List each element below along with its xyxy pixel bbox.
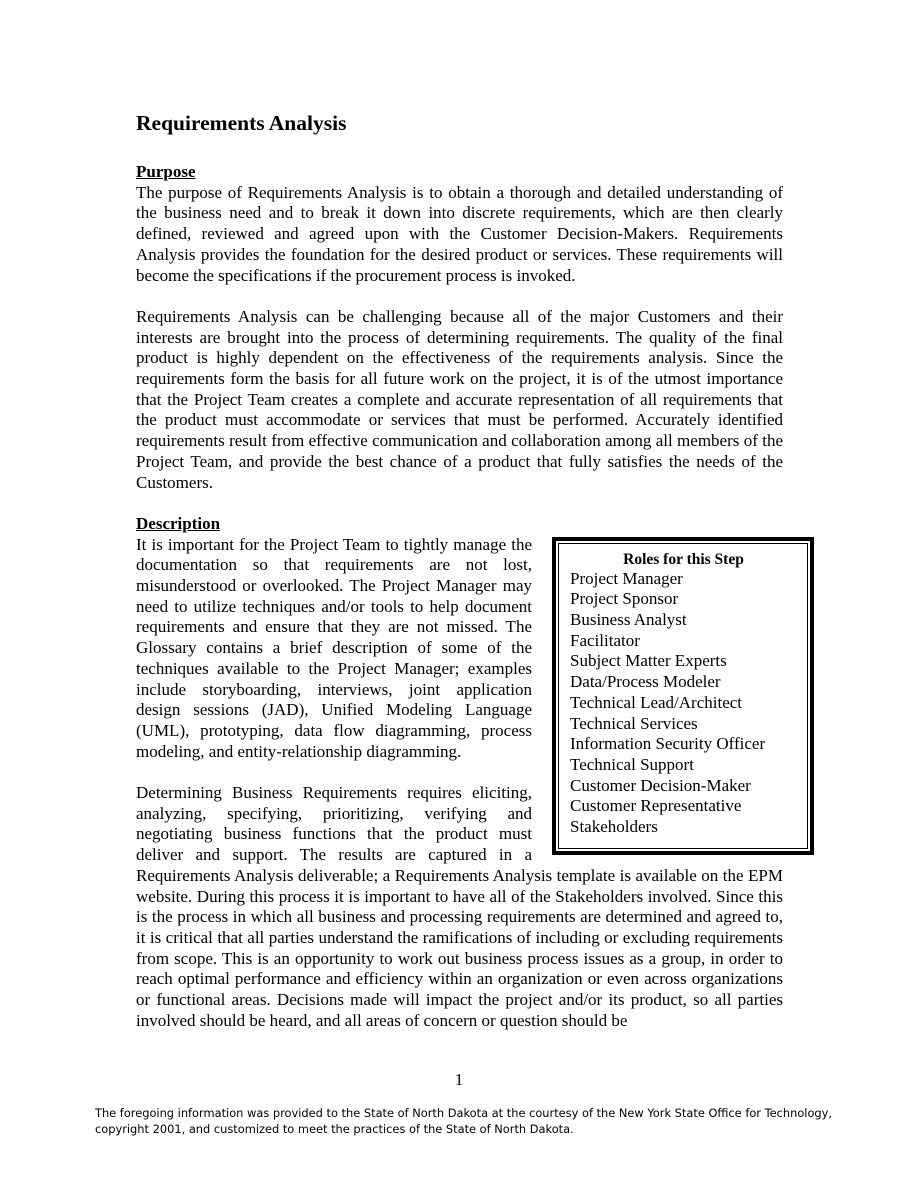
role-item: Data/Process Modeler bbox=[570, 672, 721, 692]
roles-box bbox=[552, 537, 814, 855]
purpose-paragraph-1: The purpose of Requirements Analysis is to obtain a thorough and detailed understanding of the business need and to break it down into discrete requirements, which are then clearly defined, reviewed and agreed upon with the Customer Decision-Makers. Requirements Analysis provides the foundation for the desired product or services. These requirements will become the specifications if the procurement process is invoked. bbox=[136, 182, 783, 285]
role-item: Customer Representative bbox=[570, 796, 742, 816]
role-item: Business Analyst bbox=[570, 610, 687, 630]
roles-list bbox=[570, 569, 797, 838]
role-item: Project Sponsor bbox=[570, 589, 679, 609]
role-item: Technical Services bbox=[570, 713, 698, 733]
page-content bbox=[136, 108, 783, 1031]
description-paragraph-2: Determining Business Requirements requires eliciting, analyzing, specifying, prioritizing, verifying and negotiating business functions that the product must deliver and support. The results are captured in a Requirements Analysis deliverable; a Requirements Analysis template is available on the EPM website. During this process it is important to have all of the Stakeholders involved. Since this is the process in which all business and processing requirements are determined and agreed to, it is critical that all parties understand the ramifications of including or excluding requirements from scope. This is an opportunity to work out business process issues as a group, in order to reach optimal performance and efficiency within an organization or even across organizations or functional areas. Decisions made will impact the project and/or its product, so all parties involved should be heard, and all areas of concern or question should be bbox=[136, 783, 783, 1030]
role-item: Information Security Officer bbox=[570, 734, 766, 754]
role-item: Customer Decision-Maker bbox=[570, 775, 751, 795]
roles-box-title: Roles for this Step bbox=[623, 550, 744, 568]
description-paragraph-1: It is important for the Project Team to tightly manage the documentation so that requirements are not lost, misunderstood or overlooked. The Project Manager may need to utilize techniques and/or tools to help document requirements and ensure that they are not missed. The Glossary contains a brief description of some of the techniques available to the Project Manager; examples include storyboarding, interviews, joint application design sessions (JAD), Unified Modeling Language (UML), prototyping, data flow diagramming, process modeling, and entity-relationship diagramming. bbox=[136, 534, 532, 761]
footer-note: The foregoing information was provided to the State of North Dakota at the courtesy of the New York State Office for Technology, copyright 2001, and customized to meet the practices of the State of North Dakota. bbox=[95, 1106, 833, 1136]
page-title: Requirements Analysis bbox=[136, 111, 347, 135]
page-number: 1 bbox=[454, 1070, 464, 1089]
role-item: Project Manager bbox=[570, 568, 683, 588]
description-heading: Description bbox=[136, 513, 221, 533]
purpose-paragraph-2: Requirements Analysis can be challenging because all of the major Customers and their interests are brought into the process of determining requirements. The quality of the final product is highly dependent on the effectiveness of the requirements analysis. Since the requirements form the basis for all future work on the project, it is of the utmost importance that the Project Team creates a complete and accurate representation of all requirements that the product must accommodate or services that must be performed. Accurately identified requirements result from effective communication and collaboration among all members of the Project Team, and provide the best chance of a product that fully satisfies the needs of the Customers. bbox=[136, 306, 783, 492]
paragraph-gap bbox=[136, 493, 783, 514]
role-item: Technical Support bbox=[570, 754, 694, 774]
role-item: Facilitator bbox=[570, 630, 640, 650]
role-item: Technical Lead/Architect bbox=[570, 692, 743, 712]
role-item: Stakeholders bbox=[570, 817, 658, 837]
role-item: Subject Matter Experts bbox=[570, 651, 727, 671]
roles-box-inner bbox=[558, 543, 808, 849]
paragraph-gap bbox=[136, 286, 783, 307]
purpose-heading: Purpose bbox=[136, 162, 196, 181]
